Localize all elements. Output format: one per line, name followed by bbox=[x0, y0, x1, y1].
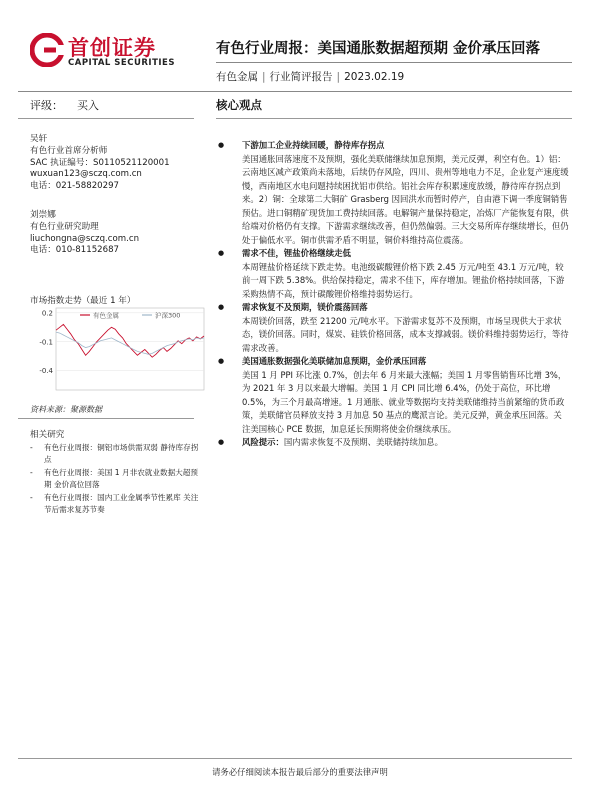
risk-label: 风险提示： bbox=[242, 437, 284, 447]
dash-icon: - bbox=[30, 443, 33, 452]
chart-frame bbox=[56, 308, 204, 390]
section-title: 需求恢复不及预期，镁价震荡回落 bbox=[242, 302, 368, 312]
dash-icon: - bbox=[30, 468, 33, 477]
analyst-sac: SAC 执证编号：S0110521120001 bbox=[30, 157, 170, 168]
bullet-icon: ● bbox=[218, 141, 225, 149]
rating-value: 买入 bbox=[77, 99, 99, 112]
section-text: 本周镁价回落，跌至 21200 元/吨水平。下游需求复苏不及预期，市场呈现供大于求状态，镁价回落。同时，煤炭、硅铁价格回落，成本支撑减弱。镁价料维持弱势运行，等待需求改善。 bbox=[242, 315, 569, 353]
section bbox=[218, 301, 570, 355]
legal-footer: 请务必仔细阅读本报告最后部分的重要法律声明 bbox=[212, 767, 388, 777]
related-research-list bbox=[30, 442, 200, 517]
risk-text: 国内需求恢复不及预期、美联储持续加息。 bbox=[283, 437, 443, 447]
report-date: 2023.02.19 bbox=[344, 71, 405, 83]
rating bbox=[30, 97, 99, 113]
analyst-phone: 电话：021-58820297 bbox=[30, 181, 120, 192]
analyst-title: 有色行业首席分析师 bbox=[30, 145, 108, 156]
bullet-icon: ● bbox=[218, 249, 225, 257]
industry-label: 有色金属 bbox=[216, 71, 258, 83]
y-tick-label: -0.4 bbox=[39, 367, 53, 376]
risk-wrap bbox=[218, 436, 570, 450]
bullet-icon: ● bbox=[218, 303, 225, 311]
company-logo-icon bbox=[30, 33, 64, 67]
related-item-text[interactable]: 有色行业周报：铜铝市场供需双弱 静待库存拐点 bbox=[44, 443, 199, 464]
analyst-name: 吴轩 bbox=[30, 134, 48, 144]
meta-separator: | bbox=[262, 71, 266, 83]
list-item[interactable] bbox=[30, 467, 200, 490]
related-divider bbox=[18, 418, 194, 419]
legend-label: 有色金属 bbox=[93, 311, 119, 320]
y-tick-label: -0.1 bbox=[39, 338, 53, 347]
report-title: 有色行业周报：美国通胀数据超预期 金价承压回落 bbox=[216, 41, 541, 57]
risk-warning bbox=[218, 436, 570, 450]
analyst-email: liuchongna@sczq.com.cn bbox=[30, 233, 140, 244]
y-tick-label: 0.2 bbox=[41, 309, 53, 318]
section bbox=[218, 355, 570, 436]
legend-label: 沪深300 bbox=[155, 311, 181, 320]
related-item-text[interactable]: 有色行业周报：美国 1 月非农就业数据大超预期 金价高位回落 bbox=[44, 468, 198, 489]
related-research-heading: 相关研究 bbox=[30, 430, 65, 440]
section-text: 本周锂盐价格延续下跌走势。电池级碳酸锂价格下跌 2.45 万元/吨至 43.1 万元/吨，较前一周下跌 5.38%。供给保持稳定，需求不佳下，库存增加。锂盐价格持续回落，下游采购热情不高，预计碳酸锂价格维持弱势运行。 bbox=[242, 261, 565, 299]
chart-source: 资料来源：聚源数据 bbox=[30, 405, 102, 414]
market-index-chart bbox=[30, 306, 208, 398]
core-views-heading: 核心观点 bbox=[216, 98, 262, 112]
header-divider bbox=[216, 62, 572, 63]
section-divider bbox=[18, 91, 572, 92]
company-name-cn: 首创证券 bbox=[68, 36, 156, 60]
meta-separator: | bbox=[336, 71, 341, 83]
section-title: 美国通胀数据强化美联储加息预期，金价承压回落 bbox=[242, 356, 427, 366]
analyst-name: 刘崇娜 bbox=[30, 210, 56, 220]
core-views-body bbox=[218, 139, 570, 450]
dash-icon: - bbox=[30, 493, 33, 502]
analyst-title: 有色行业研究助理 bbox=[30, 221, 99, 232]
section bbox=[218, 247, 570, 301]
company-name-en: CAPITAL SECURITIES bbox=[68, 58, 175, 68]
section-text: 美国 1 月 PPI 环比涨 0.7%，创去年 6 月来最大涨幅；美国 1 月零售销售环比增 3%，为 2021 年 3 月以来最大增幅。美国 1 月 CPI 同比增 6.4%，仍处于高位，环比增 0.5%，为三个月最高增速。1 月通胀、就业等数据均支持美联储维持当前紧缩的货币政策，美联储官员释放支持 3 月加息 50 基点的鹰派言论。美元反弹，黄金承压回落。关注美国核心 PCE 数据，加息延长预期将使金价继续承压。 bbox=[242, 369, 567, 434]
report-type: 行业简评报告 bbox=[269, 71, 333, 83]
section-title: 需求不佳，锂盐价格继续走低 bbox=[242, 248, 351, 258]
analyst-email: wuxuan123@sczq.com.cn bbox=[30, 169, 142, 180]
section bbox=[218, 139, 570, 247]
related-item-text[interactable]: 有色行业周报：国内工业金属季节性累库 关注节后需求复苏节奏 bbox=[44, 493, 199, 514]
report-meta bbox=[216, 69, 404, 84]
list-item[interactable] bbox=[30, 442, 200, 465]
market-chart-title: 市场指数走势（最近 1 年） bbox=[30, 296, 136, 306]
body-divider bbox=[216, 118, 572, 119]
analyst-phone: 电话：010-81152687 bbox=[30, 245, 120, 256]
section-title: 下游加工企业持续回暖，静待库存拐点 bbox=[242, 140, 385, 150]
footer-divider bbox=[18, 758, 572, 759]
bullet-icon: ● bbox=[218, 438, 225, 446]
rating-label: 评级： bbox=[30, 99, 63, 112]
list-item[interactable] bbox=[30, 492, 200, 515]
bullet-icon: ● bbox=[218, 357, 225, 365]
section-text: 美国通胀回落速度不及预期，强化美联储继续加息预期，美元反弹，利空有色。1）铝：云南地区减产政策尚未落地，后续仍存风险，四川、贵州等地电力不足，企业复产速度缓慢，西南地区水电问题持续困扰铝市供给。铝社会库存积累速度放缓，静待库存拐点到来。2）铜：全球第二大铜矿 Grasberg 因回洪水而暂时停产，自由港下调一季度铜销售预估。进口铜精矿现货加工费持续回落。电解铜产量保持稳定，冶炼厂产能恢复有限，供给端对价格仍有支撑。下游需求继续改善，但仍然偏弱。三大交易所库存继续增长，但仍处于偏低水平。铜市供需矛盾不明显，铜价料维持高位震荡。 bbox=[242, 153, 569, 245]
analyst-block bbox=[30, 134, 208, 193]
analyst-block bbox=[30, 210, 208, 257]
sidebar-divider bbox=[18, 118, 194, 119]
